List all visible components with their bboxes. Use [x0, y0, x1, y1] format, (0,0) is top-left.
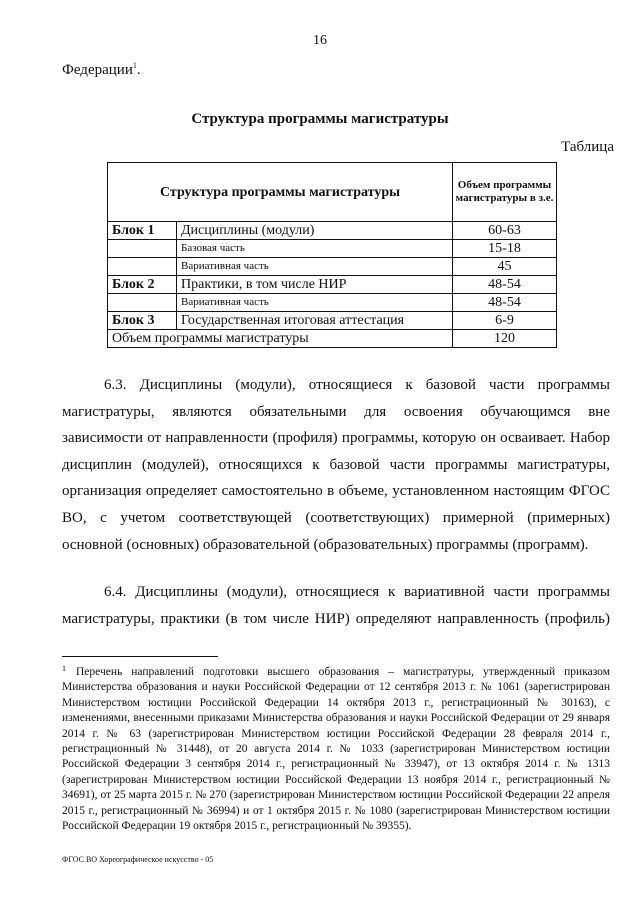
table-row: [108, 240, 557, 258]
carry-over-text: Федерации: [62, 62, 133, 78]
component-name-cell: Государственная итоговая аттестация: [177, 312, 453, 330]
volume-cell: 45: [453, 258, 557, 276]
table-total-row: [108, 330, 557, 348]
component-name-cell: Базовая часть: [177, 240, 453, 258]
page-number: 16: [313, 33, 327, 48]
component-name-cell: Практики, в том числе НИР: [177, 276, 453, 294]
header-volume-cell: Объем программы магистратуры в з.е.: [453, 163, 557, 222]
empty-block-cell: [108, 240, 177, 258]
carry-over-line: [62, 61, 141, 79]
paragraph-6-3: 6.3. Дисциплины (модули), относящиеся к базовой части программы магистратуры, являются обязательными для освоения обучающимся вне зависимости от направленности (профиля) программы, которую он осваивает. Набор дисциплин (модулей), относящихся к базовой части программы магистратуры, организация определяет самостоятельно в объеме, установленном настоящим ФГОС ВО, с учетом соответствующей (соответствующих) примерной (примерных) основной (основных) образовательной (образовательных) программы (программ).: [62, 377, 610, 553]
total-label-cell: Объем программы магистратуры: [108, 330, 453, 348]
total-volume-cell: 120: [453, 330, 557, 348]
table-row: [108, 312, 557, 330]
volume-cell: 48-54: [453, 276, 557, 294]
table-header-row: [108, 163, 557, 222]
block-label-cell: Блок 2: [108, 276, 177, 294]
volume-cell: 48-54: [453, 294, 557, 312]
component-name-cell: Дисциплины (модули): [177, 222, 453, 240]
table-row: [108, 222, 557, 240]
carry-over-end: .: [136, 62, 141, 78]
block-label-cell: Блок 1: [108, 222, 177, 240]
table-row: [108, 276, 557, 294]
program-structure-table: [107, 162, 557, 348]
footnote-mark: 1: [62, 664, 66, 673]
footnote-text: Перечень направлений подготовки высшего образования – магистратуры, утвержденный приказом Министерства образования и науки Российской Федерации от 12 сентября 2013 г. № 1061 (зарегистрирован Министерством юстиции Российской Федерации 14 октября 2013 г., регистрационный № 30163), с изменениями, внесенными приказами Министерства образования и науки Российской Федерации от 29 января 2014 г. № 63 (зарегистрирован Министерством юстиции Российской Федерации 28 февраля 2014 г., регистрационный № 31448), от 20 августа 2014 г. № 1033 (зарегистрирован Министерством юстиции Российской Федерации 3 сентября 2014 г., регистрационный № 33947), от 13 октября 2014 г. № 1313 (зарегистрирован Министерством юстиции Российской Федерации 13 ноября 2014 г., регистрационный № 34691), от 25 марта 2015 г. № 270 (зарегистрирован Министерством юстиции Российской Федерации 22 апреля 2015 г., регистрационный № 36994) и от 1 октября 2015 г. № 1080 (зарегистрирован Министерством юстиции Российской Федерации 19 октября 2015 г., регистрационный № 39355).: [62, 666, 610, 833]
volume-cell: 15-18: [453, 240, 557, 258]
table-row: [108, 294, 557, 312]
table-label: Таблица: [561, 139, 614, 155]
footnote-divider: [62, 656, 218, 657]
paragraph-6-4: 6.4. Дисциплины (модули), относящиеся к вариативной части программы магистратуры, практики (в том числе НИР) определяют направленность (профиль): [62, 584, 610, 627]
volume-cell: 6-9: [453, 312, 557, 330]
header-structure-cell: Структура программы магистратуры: [108, 163, 453, 222]
footnote-reference[interactable]: 1: [132, 61, 137, 70]
volume-cell: 60-63: [453, 222, 557, 240]
page-footer: ФГОС ВО Хореографическое искусство - 05: [62, 855, 214, 864]
empty-block-cell: [108, 294, 177, 312]
block-label-cell: Блок 3: [108, 312, 177, 330]
footnote: [62, 661, 610, 834]
table-row: [108, 258, 557, 276]
component-name-cell: Вариативная часть: [177, 294, 453, 312]
component-name-cell: Вариативная часть: [177, 258, 453, 276]
table-heading: Структура программы магистратуры: [191, 111, 449, 127]
empty-block-cell: [108, 258, 177, 276]
